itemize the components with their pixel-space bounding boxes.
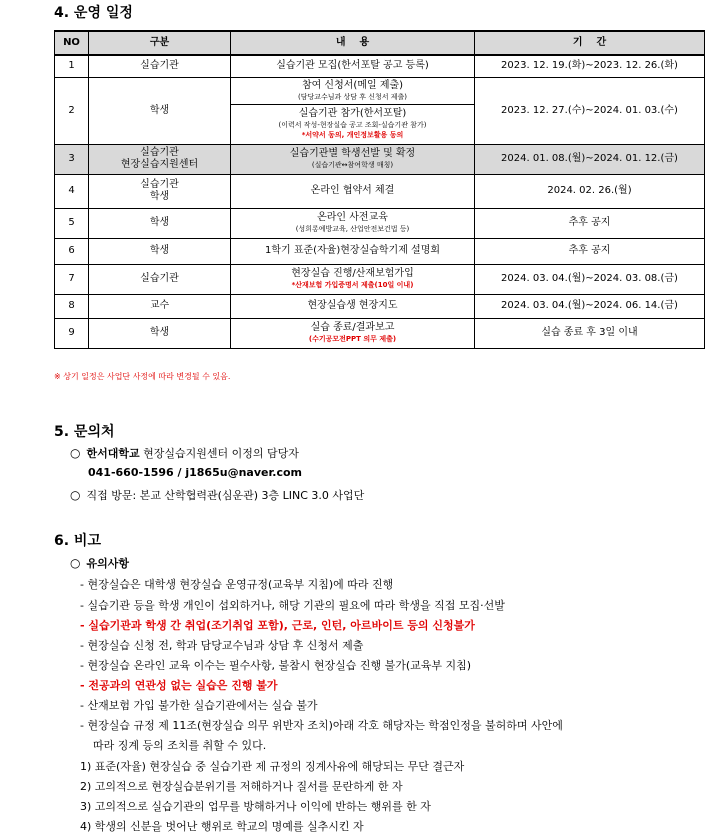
row-period: 추후 공지 xyxy=(475,238,705,264)
category-line-1: 실습기관 xyxy=(140,179,179,190)
numbered-item: 2) 고의적으로 현장실습분위기를 저해하거나 질서를 문란하게 한 자 xyxy=(80,780,403,793)
row-content: 온라인 협약서 체결 xyxy=(231,174,475,208)
row-category xyxy=(89,174,231,208)
numbered-item: 4) 학생의 신분을 벗어난 행위로 학교의 명예를 실추시킨 자 xyxy=(80,820,364,833)
remark-item-warning: - 실습기관과 학생 간 취업(조기취업 포함), 근로, 인턴, 아르바이트 등의 신청불가 xyxy=(80,619,475,632)
row-no: 1 xyxy=(55,55,89,77)
row-category xyxy=(89,144,231,174)
table-row xyxy=(55,174,705,208)
category-line-2: 현장실습지원센터 xyxy=(120,159,199,170)
row-period: 2024. 01. 08.(월)~2024. 01. 12.(금) xyxy=(475,144,705,174)
row-period: 실습 종료 후 3일 이내 xyxy=(475,318,705,348)
numbered-item: 3) 고의적으로 실습기관의 업무를 방해하거나 이익에 반하는 행위를 한 자 xyxy=(80,800,431,813)
section-title-schedule: 4. 운영 일정 xyxy=(54,5,133,21)
row-content: 현장실습생 현장지도 xyxy=(231,294,475,318)
contact-info: 041-660-1596 / j1865u@naver.com xyxy=(88,466,303,479)
content-sub: (담당교수님과 상담 후 신청서 제출) xyxy=(297,92,408,101)
row-no: 5 xyxy=(55,208,89,238)
row-category: 학생 xyxy=(89,318,231,348)
content-main: 참여 신청서(메일 제출) xyxy=(301,79,404,91)
row-content: 실습기관 모집(한서포탈 공고 등록) xyxy=(231,55,475,77)
circle-bullet-icon: ○ xyxy=(70,556,81,570)
table-row xyxy=(55,55,705,77)
remark-item-continued: 따라 징계 등의 조치를 취할 수 있다. xyxy=(93,739,267,752)
category-line-1: 실습기관 xyxy=(140,147,179,158)
table-row xyxy=(55,208,705,238)
remarks-subtitle-line xyxy=(70,555,129,571)
visit-line xyxy=(70,487,364,503)
remark-item: - 산재보험 가입 불가한 실습기관에서는 실습 불가 xyxy=(80,699,318,712)
content-red-note: *산재보험 가입증명서 제출(10일 이내) xyxy=(291,281,414,289)
table-row xyxy=(55,318,705,348)
content-main: 실습기관 참가(한서포탈) xyxy=(298,108,407,119)
section-title-contact: 5. 문의처 xyxy=(54,424,115,440)
circle-bullet-icon: ○ xyxy=(70,446,81,460)
visit-text: 직접 방문: 본교 산학협력관(심운관) 3층 LINC 3.0 사업단 xyxy=(86,489,365,502)
content-main: 실습 종료/결과보고 xyxy=(310,322,395,333)
contact-line xyxy=(70,445,299,461)
row-no: 9 xyxy=(55,318,89,348)
row-no: 8 xyxy=(55,294,89,318)
row-no: 3 xyxy=(55,144,89,174)
table-row xyxy=(55,238,705,264)
row-period: 2024. 03. 04.(월)~2024. 03. 08.(금) xyxy=(475,264,705,294)
numbered-item: 1) 표준(자율) 현장실습 중 실습기관 제 규정의 징계사유에 해당되는 무단 결근자 xyxy=(80,760,465,773)
content-red-note: *서약서 동의, 개인정보활용 동의 xyxy=(301,131,404,139)
row-no: 7 xyxy=(55,264,89,294)
row-period: 2023. 12. 27.(수)~2024. 01. 03.(수) xyxy=(475,77,705,144)
contact-person: 현장실습지원센터 이정의 담당자 xyxy=(139,447,299,460)
row-category: 실습기관 xyxy=(89,55,231,77)
remark-item: - 현장실습 온라인 교육 이수는 필수사항, 불참시 현장실습 진행 불가(교육부 지침) xyxy=(80,659,472,672)
contact-org: 한서대학교 xyxy=(86,447,140,460)
row-category: 실습기관 xyxy=(89,264,231,294)
remark-item: - 현장실습은 대학생 현장실습 운영규정(교육부 지침)에 따라 진행 xyxy=(80,578,394,591)
header-period: 기 간 xyxy=(475,31,705,55)
row-content xyxy=(231,264,475,294)
remark-item: - 실습기관 등을 학생 개인이 섭외하거나, 해당 기관의 필요에 따라 학생을 직접 모집·선발 xyxy=(80,599,505,612)
row-category: 학생 xyxy=(89,238,231,264)
row-period: 2024. 02. 26.(월) xyxy=(475,174,705,208)
table-header-row xyxy=(55,31,705,55)
content-main: 실습기관별 학생선발 및 확정 xyxy=(289,148,416,159)
remarks-subtitle: 유의사항 xyxy=(86,557,129,570)
row-no: 4 xyxy=(55,174,89,208)
remark-item-warning: - 전공과의 연관성 없는 실습은 진행 불가 xyxy=(80,679,278,692)
row-content-b xyxy=(231,104,475,144)
row-period: 2024. 03. 04.(월)~2024. 06. 14.(금) xyxy=(475,294,705,318)
row-content xyxy=(231,144,475,174)
schedule-table xyxy=(54,30,705,349)
section-title-remarks: 6. 비고 xyxy=(54,533,101,549)
content-red-note: (수기공모전PPT 의무 제출) xyxy=(308,335,397,343)
circle-bullet-icon: ○ xyxy=(70,488,81,502)
header-category: 구분 xyxy=(89,31,231,55)
content-sub: (실습기관↔참여학생 매칭) xyxy=(311,161,394,169)
row-content-a xyxy=(231,77,475,104)
content-sub: (성희롱예방교육, 산업안전보건법 등) xyxy=(295,225,410,233)
remark-item: - 현장실습 규정 제 11조(현장실습 의무 위반자 조치)아래 각호 해당자는 학점인정을 불허하며 사안에 xyxy=(80,719,563,732)
row-no: 6 xyxy=(55,238,89,264)
row-category: 학생 xyxy=(89,77,231,144)
category-line-2: 학생 xyxy=(149,191,170,202)
row-period: 추후 공지 xyxy=(475,208,705,238)
row-category: 교수 xyxy=(89,294,231,318)
row-no: 2 xyxy=(55,77,89,144)
row-content xyxy=(231,208,475,238)
table-row xyxy=(55,294,705,318)
schedule-note: ※ 상기 일정은 사업단 사정에 따라 변경될 수 있음. xyxy=(54,372,231,381)
header-content: 내 용 xyxy=(231,31,475,55)
table-row xyxy=(55,77,705,104)
header-no: NO xyxy=(55,31,89,55)
row-content xyxy=(231,318,475,348)
row-content: 1학기 표준(자율)현장실습학기제 설명회 xyxy=(231,238,475,264)
content-sub: (이력서 작성-현장실습 공고 조회-실습기관 참가) xyxy=(278,121,427,129)
content-main: 현장실습 진행/산재보험가입 xyxy=(291,268,414,279)
row-category: 학생 xyxy=(89,208,231,238)
row-period: 2023. 12. 19.(화)~2023. 12. 26.(화) xyxy=(475,55,705,77)
table-row xyxy=(55,144,705,174)
remark-item: - 현장실습 신청 전, 학과 담당교수님과 상담 후 신청서 제출 xyxy=(80,639,364,652)
content-main: 온라인 사전교육 xyxy=(317,212,388,223)
table-row xyxy=(55,264,705,294)
